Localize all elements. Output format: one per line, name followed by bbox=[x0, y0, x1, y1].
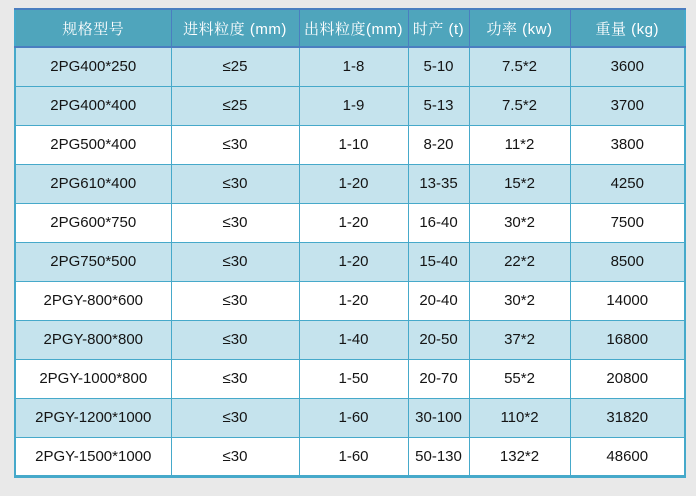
table-cell: ≤30 bbox=[171, 203, 299, 242]
table-cell: 7500 bbox=[570, 203, 685, 242]
table-cell: 22*2 bbox=[469, 242, 570, 281]
table-cell: 1-50 bbox=[299, 359, 408, 398]
column-header-5: 功率 (kw) bbox=[469, 9, 570, 47]
table-cell: 3600 bbox=[570, 47, 685, 86]
table-cell: 55*2 bbox=[469, 359, 570, 398]
table-cell: 2PGY-1200*1000 bbox=[15, 398, 171, 437]
table-cell: 1-9 bbox=[299, 86, 408, 125]
table-row bbox=[15, 86, 685, 125]
table-cell: ≤30 bbox=[171, 398, 299, 437]
table-cell: 16800 bbox=[570, 320, 685, 359]
table-cell: 110*2 bbox=[469, 398, 570, 437]
table-cell: 2PGY-1000*800 bbox=[15, 359, 171, 398]
table-cell: 2PG600*750 bbox=[15, 203, 171, 242]
table-row bbox=[15, 203, 685, 242]
table-cell: 11*2 bbox=[469, 125, 570, 164]
table-cell: 8-20 bbox=[408, 125, 469, 164]
table-cell: ≤30 bbox=[171, 242, 299, 281]
table-cell: 2PG400*400 bbox=[15, 86, 171, 125]
column-header-1: 规格型号 bbox=[15, 9, 171, 47]
table-cell: 2PG610*400 bbox=[15, 164, 171, 203]
table-row bbox=[15, 281, 685, 320]
table-cell: 5-13 bbox=[408, 86, 469, 125]
table-cell: 1-20 bbox=[299, 203, 408, 242]
table-cell: 7.5*2 bbox=[469, 47, 570, 86]
table-cell: 14000 bbox=[570, 281, 685, 320]
table-cell: ≤30 bbox=[171, 281, 299, 320]
table-row bbox=[15, 437, 685, 476]
column-header-2: 进料粒度 (mm) bbox=[171, 9, 299, 47]
spec-table bbox=[14, 8, 686, 478]
table-row bbox=[15, 320, 685, 359]
table-cell: 50-130 bbox=[408, 437, 469, 476]
table-cell: 30*2 bbox=[469, 281, 570, 320]
table-cell: 1-60 bbox=[299, 398, 408, 437]
table-row bbox=[15, 242, 685, 281]
table-cell: ≤25 bbox=[171, 86, 299, 125]
table-cell: 1-20 bbox=[299, 281, 408, 320]
table-row bbox=[15, 398, 685, 437]
table-cell: ≤30 bbox=[171, 164, 299, 203]
table-cell: 20800 bbox=[570, 359, 685, 398]
table-cell: 132*2 bbox=[469, 437, 570, 476]
table-cell: 1-8 bbox=[299, 47, 408, 86]
table-cell: 2PGY-1500*1000 bbox=[15, 437, 171, 476]
table-cell: 8500 bbox=[570, 242, 685, 281]
table-cell: 2PG400*250 bbox=[15, 47, 171, 86]
table-cell: ≤25 bbox=[171, 47, 299, 86]
table-cell: ≤30 bbox=[171, 125, 299, 164]
table-cell: 31820 bbox=[570, 398, 685, 437]
table-cell: 2PGY-800*600 bbox=[15, 281, 171, 320]
table-cell: 16-40 bbox=[408, 203, 469, 242]
table-header bbox=[15, 9, 685, 47]
table-cell: 2PG750*500 bbox=[15, 242, 171, 281]
table-cell: 20-50 bbox=[408, 320, 469, 359]
header-row bbox=[15, 9, 685, 47]
table-cell: 2PGY-800*800 bbox=[15, 320, 171, 359]
table-row bbox=[15, 164, 685, 203]
table-row bbox=[15, 359, 685, 398]
table-row bbox=[15, 47, 685, 86]
table-cell: 5-10 bbox=[408, 47, 469, 86]
column-header-3: 出料粒度(mm) bbox=[299, 9, 408, 47]
table-cell: 3800 bbox=[570, 125, 685, 164]
table-cell: 48600 bbox=[570, 437, 685, 476]
table-cell: 4250 bbox=[570, 164, 685, 203]
table-cell: 15*2 bbox=[469, 164, 570, 203]
table-row bbox=[15, 125, 685, 164]
table-cell: 3700 bbox=[570, 86, 685, 125]
table-cell: 13-35 bbox=[408, 164, 469, 203]
table-cell: 1-20 bbox=[299, 242, 408, 281]
table-cell: 20-70 bbox=[408, 359, 469, 398]
table-cell: 1-40 bbox=[299, 320, 408, 359]
table-body bbox=[15, 47, 685, 476]
table-cell: 15-40 bbox=[408, 242, 469, 281]
table-cell: 30*2 bbox=[469, 203, 570, 242]
table-cell: 1-60 bbox=[299, 437, 408, 476]
column-header-4: 时产 (t) bbox=[408, 9, 469, 47]
table-cell: 20-40 bbox=[408, 281, 469, 320]
table-cell: ≤30 bbox=[171, 437, 299, 476]
table-cell: 2PG500*400 bbox=[15, 125, 171, 164]
table-cell: ≤30 bbox=[171, 320, 299, 359]
table-cell: ≤30 bbox=[171, 359, 299, 398]
table-cell: 30-100 bbox=[408, 398, 469, 437]
table-cell: 1-20 bbox=[299, 164, 408, 203]
table-cell: 1-10 bbox=[299, 125, 408, 164]
table-cell: 7.5*2 bbox=[469, 86, 570, 125]
column-header-6: 重量 (kg) bbox=[570, 9, 685, 47]
table-cell: 37*2 bbox=[469, 320, 570, 359]
